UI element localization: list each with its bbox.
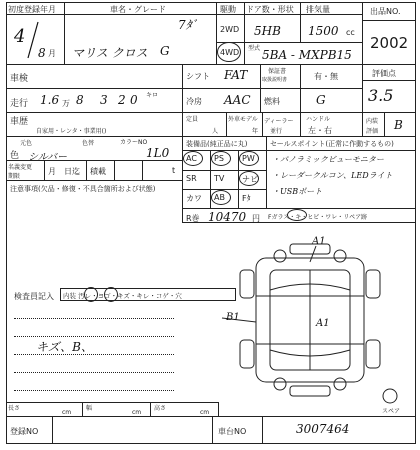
drive-2wd: 2WD bbox=[220, 25, 240, 34]
warranty-sub: 取扱説明書 bbox=[262, 77, 288, 83]
capacity-unit: 人 bbox=[212, 128, 219, 135]
door-shape-value: 5HB bbox=[254, 24, 281, 38]
length-label: 長さ bbox=[8, 405, 21, 412]
inspector-label: 検査員記入 bbox=[14, 292, 54, 301]
damage-mark: B1 bbox=[226, 312, 240, 323]
shaken-label: 車検 bbox=[10, 74, 29, 84]
divider bbox=[52, 416, 53, 444]
equipment-item: PW bbox=[242, 154, 255, 163]
equipment-item: AC bbox=[186, 154, 197, 163]
equipment-label: 装備品(純正品に丸) bbox=[186, 140, 248, 148]
sales-point-line: ・パノラミックビューモニター bbox=[272, 155, 384, 164]
history-sub-label: 自家用・レンタ・事業用() bbox=[36, 128, 107, 135]
extra-note: 7ﾀﾞ bbox=[178, 18, 198, 32]
equipment-item: PS bbox=[214, 154, 224, 163]
color-label: 色 bbox=[10, 151, 20, 161]
equipment-item: SR bbox=[186, 174, 197, 183]
inspector-handwritten-note: キズ、B、 bbox=[36, 340, 93, 354]
equipment-item: カワ bbox=[186, 194, 202, 203]
glass-row-text: Fガラス・キ・ヒビ・ワレ・リペア跡 bbox=[268, 214, 368, 221]
car-name-label: 車名・グレード bbox=[110, 5, 166, 14]
chassis-label: 車台NO bbox=[218, 427, 247, 436]
ac-value: AAC bbox=[224, 93, 251, 107]
color-code-label: 色替 bbox=[82, 140, 95, 147]
fuel-value: G bbox=[316, 93, 326, 107]
mileage-digit: 0 bbox=[130, 93, 138, 107]
inspector-options: 内装 汚レ・ヨゴ・キズ・キレ・コゲ・穴 bbox=[63, 292, 182, 300]
month-unit: 月 bbox=[48, 49, 56, 58]
shift-value: FAT bbox=[224, 68, 248, 82]
divider bbox=[218, 402, 219, 416]
mileage-unit: 万 bbox=[62, 99, 70, 108]
r-value: 10470 bbox=[208, 210, 247, 224]
handle-options: 左・右 bbox=[308, 126, 332, 135]
width-unit: cm bbox=[132, 409, 142, 416]
divider bbox=[150, 402, 151, 416]
r-label: R巻 bbox=[186, 214, 200, 223]
color-no-value: 1L0 bbox=[146, 146, 170, 160]
damage-mark: A1 bbox=[312, 236, 326, 247]
divider bbox=[82, 402, 83, 416]
handle-label: ハンドル bbox=[306, 116, 331, 123]
equipment-item: TV bbox=[214, 174, 225, 183]
displacement-value: 1500 bbox=[308, 24, 339, 38]
reg-no-label: 登録NO bbox=[10, 427, 39, 436]
dealer-sub: 並行 bbox=[270, 128, 283, 135]
interior-value: B bbox=[394, 118, 403, 132]
lot-label: 出品NO. bbox=[370, 7, 401, 16]
first-reg-month: 8 bbox=[38, 46, 46, 60]
interior-label: 内装 bbox=[366, 118, 379, 125]
model-label: 型式 bbox=[248, 45, 261, 52]
displacement-label: 排気量 bbox=[306, 5, 330, 14]
score-label: 評価点 bbox=[372, 69, 396, 78]
door-label: ドア数・形状 bbox=[246, 5, 294, 14]
warranty-options: 有・無 bbox=[314, 72, 338, 81]
mileage-digit: 8 bbox=[76, 93, 84, 107]
equipment-item: Fﾀ bbox=[242, 194, 251, 203]
fuel-label: 燃料 bbox=[264, 97, 280, 106]
import-unit: 年 bbox=[252, 128, 259, 135]
car-name-value: マリス クロス bbox=[72, 46, 148, 60]
mileage-digit: 2 bbox=[118, 93, 126, 107]
import-label: 外車モデル bbox=[228, 116, 258, 123]
first-reg-year: 4 bbox=[14, 26, 26, 47]
equipment-item: AB bbox=[214, 193, 225, 202]
ac-label: 冷房 bbox=[186, 97, 202, 106]
chassis-value: 3007464 bbox=[296, 422, 350, 436]
name-change-label: 名義変更 bbox=[8, 164, 33, 171]
divider bbox=[6, 402, 218, 403]
divider bbox=[6, 416, 416, 417]
first-reg-label: 初度登録年月 bbox=[8, 5, 56, 14]
dealer-label: ディーラー bbox=[264, 118, 294, 125]
color-no-label: カラーNO bbox=[120, 139, 148, 146]
original-color-label: 元色 bbox=[20, 140, 33, 147]
notes-label: 注意事項(欠品・修復・不具合箇所および状態) bbox=[10, 185, 156, 193]
capacity-label: 定員 bbox=[186, 116, 199, 123]
name-change-month: 月 bbox=[48, 167, 56, 176]
history-label: 車歴 bbox=[10, 117, 29, 127]
damage-mark: A1 bbox=[316, 318, 330, 329]
grade-value: G bbox=[160, 44, 170, 58]
divider bbox=[212, 416, 213, 444]
cc-unit: cc bbox=[346, 28, 355, 37]
sales-points-label: セールスポイント(正常に作動するもの) bbox=[270, 140, 394, 148]
height-unit: cm bbox=[200, 409, 210, 416]
name-change-day: 日迄 bbox=[64, 167, 80, 176]
drive-4wd: 4WD bbox=[220, 48, 240, 57]
shift-label: シフト bbox=[186, 72, 210, 81]
original-color-value: シルバー bbox=[28, 152, 68, 163]
spare-label: スペア bbox=[382, 408, 401, 415]
km-unit: キロ bbox=[146, 92, 159, 99]
warranty-label: 保証書 bbox=[268, 68, 287, 75]
length-unit: cm bbox=[62, 409, 72, 416]
load-label: 積載 bbox=[90, 167, 106, 176]
mileage-value: 1.6 bbox=[40, 93, 60, 107]
drive-label: 駆動 bbox=[220, 5, 236, 14]
lot-number: 2002 bbox=[370, 34, 409, 52]
interior-sub: 評価 bbox=[366, 128, 379, 135]
load-unit: t bbox=[172, 166, 176, 175]
width-label: 幅 bbox=[86, 405, 93, 412]
mileage-label: 走行 bbox=[10, 99, 29, 109]
height-label: 高さ bbox=[154, 405, 167, 412]
equipment-item: ナビ bbox=[242, 175, 258, 184]
mileage-digit: 3 bbox=[100, 93, 108, 107]
model-code-value: 5BA - MXPB15 bbox=[262, 48, 352, 62]
sales-point-line: ・USBポート bbox=[272, 187, 323, 196]
divider bbox=[262, 416, 263, 444]
sales-point-line: ・レーダークルコン、LEDライト bbox=[272, 171, 393, 180]
name-change-label2: 期限 bbox=[8, 173, 21, 180]
score-value: 3.5 bbox=[368, 86, 394, 105]
r-unit: 円 bbox=[252, 214, 260, 223]
